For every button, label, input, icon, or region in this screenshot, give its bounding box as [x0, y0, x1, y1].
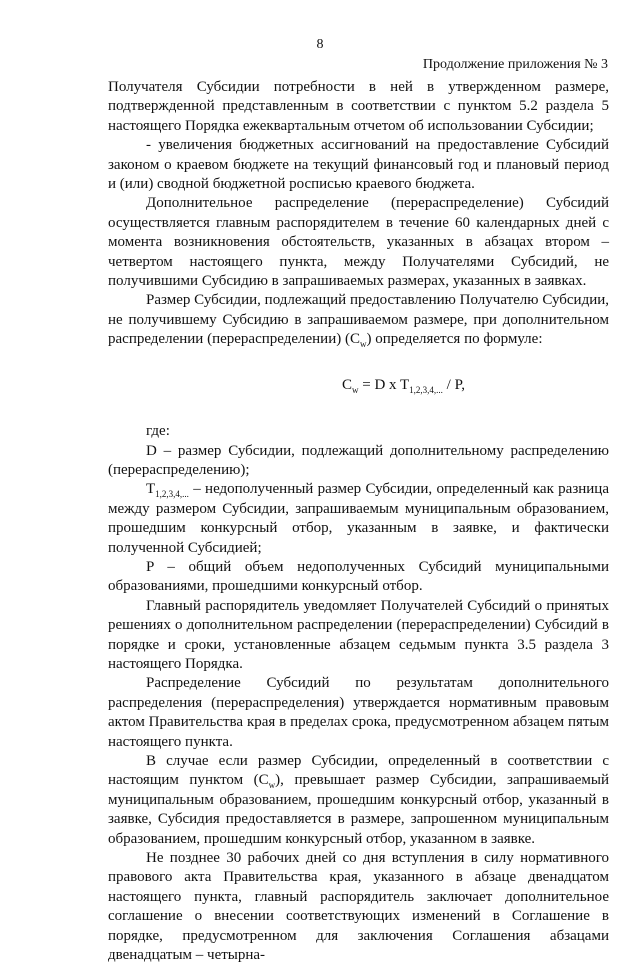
- definition-p: P – общий объем недополученных Субсидий муниципальными образованиями, прошедшими конкурсный отбор.: [108, 558, 609, 595]
- paragraph-agreement: Не позднее 30 рабочих дней со дня вступления в силу нормативного правового акта Правительства края, указанного в абзаце двенадцатом настоящего пункта, главный распорядитель заключает дополнительное соглашение о внесении соответствующих изменений в Соглашение в порядке, предусмотренном для заключения Соглашения абзацами двенадцатым – четырна-: [108, 850, 609, 964]
- page-number: 8: [316, 37, 324, 52]
- paragraph-budget-increase: - увеличения бюджетных ассигнований на предоставление Субсидий законом о краевом бюджете на текущий финансовый год и плановый период и (или) сводной бюджетной росписью краевого бюджета.: [108, 137, 609, 193]
- paragraph-redistribution: Дополнительное распределение (перераспределение) Субсидий осуществляется главным распорядителем в течение 60 календарных дней с момента возникновения обстоятельств, указанных в абзацах втором – четвертом настоящего пункта, между Получателями Субсидий, не получившими Субсидию в запрашиваемых размерах, указанных в заявках.: [108, 195, 609, 290]
- appendix-note: Продолжение приложения № 3: [422, 57, 608, 72]
- paragraph-excess: В случае если размер Субсидии, определенный в соответствии с настоящим пунктом $(C_w)$, превышает размер Субсидии, запрашиваемый муниципальным образованием, прошедшим конкурсный отбор, указанный в заявке, Субсидия предоставляется в размере, запрошенном муниципальным образованием, прошедшим конкурсный отбор, указанном в заявке.: [108, 753, 609, 847]
- paragraph-notification: Главный распорядитель уведомляет Получателей Субсидий о принятых решениях о дополнительном распределении (перераспределении) Субсидий в порядке и сроки, установленные абзацем седьмым пункта 3.5 раздела 3 настоящего Порядка.: [108, 597, 609, 672]
- paragraph-subsidy-size: Размер Субсидии, подлежащий предоставлению Получателю Субсидии, не получившему Субсидию в запрашиваемом размере, при дополнительном распределении (перераспределении) $(C_w)$ определяется по формуле:: [108, 292, 609, 350]
- paragraph-continuation: Получателя Субсидии потребности в ней в утвержденном размере, подтвержденной представленным в соответствии с пунктом 5.2 раздела 5 настоящего Порядка ежеквартальным отчетом об использовании Субсидии;: [108, 79, 609, 134]
- formula: $C_w = D$ x $T_{1,2,3,4,...}$ / P,: [341, 376, 466, 395]
- cw-subscript: w: [359, 339, 367, 350]
- paragraph-approval: Распределение Субсидий по результатам дополнительного распределения (перераспределения) утверждается нормативным правовым актом Правительства края в пределах срока, предусмотренном абзацем пятым настоящего пункта.: [108, 675, 609, 750]
- definition-t: $T_{1,2,3,4,...}$ – недополученный размер Субсидии, определенный как разница между размером Субсидии, запрашиваемым муниципальным образованием, прошедшим конкурсный отбор, указанным в заявке, и фактически полученной Субсидией;: [108, 481, 609, 556]
- definition-d: D – размер Субсидии, подлежащий дополнительному распределению (перераспределению);: [108, 442, 609, 478]
- where-label: где:: [146, 423, 170, 440]
- document-body: [108, 78, 609, 965]
